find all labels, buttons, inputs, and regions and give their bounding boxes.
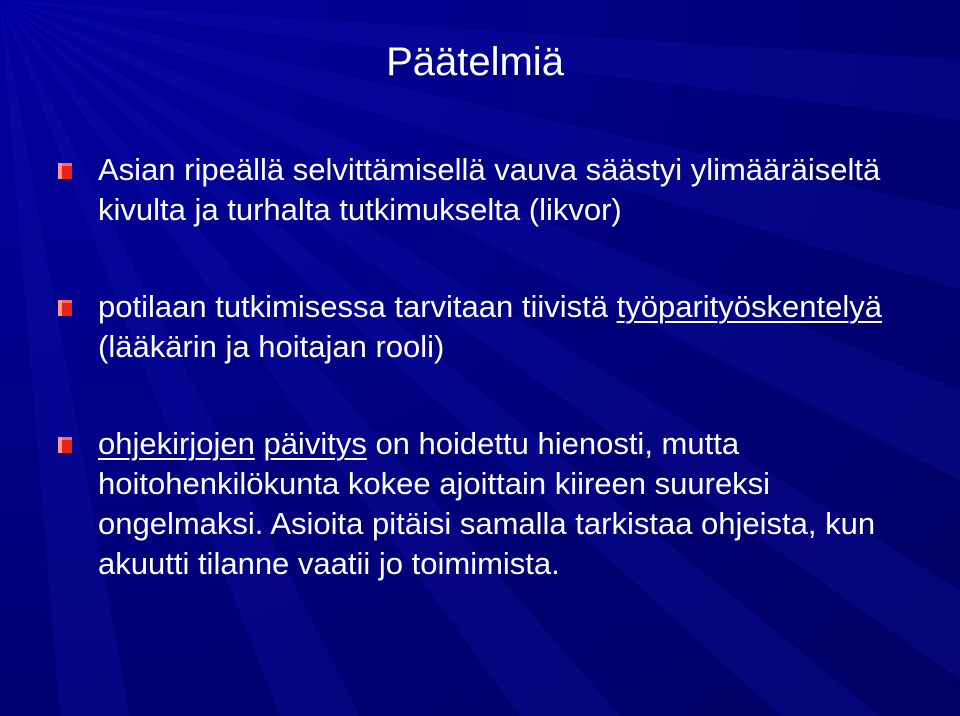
bullet-item-2 (98, 287, 898, 367)
square-bullet-icon (58, 300, 72, 316)
bullet-item-1 (98, 150, 898, 230)
square-bullet-icon (58, 437, 72, 453)
bullet-item-3 (98, 424, 898, 584)
square-bullet-icon (58, 163, 72, 179)
bullet-text-suffix: (lääkärin ja hoitajan rooli) (98, 329, 445, 364)
bullet-list (98, 150, 898, 584)
slide-title: Päätelmiä (386, 40, 564, 84)
bullet-text-prefix: potilaan tutkimisessa tarvitaan tiivistä (98, 289, 617, 324)
hyperlink-paivitys[interactable]: päivitys (263, 426, 367, 461)
hyperlink-tyoparityoskentelya[interactable]: työparityöskentelyä (616, 289, 882, 324)
bullet-text-suffix: on hoidettu hienosti, mutta hoitohenkilökunta kokee ajoittain kiireen suureksi ongelmaksi. Asioita pitäisi samalla tarkistaa ohjeista, kun akuutti tilanne vaatii jo toimimista. (98, 426, 876, 581)
hyperlink-ohjekirjojen[interactable]: ohjekirjojen (98, 426, 255, 461)
bullet-text: Asian ripeällä selvittämisellä vauva säästyi ylimääräiseltä kivulta ja turhalta tutkimukselta (likvor) (98, 152, 881, 227)
